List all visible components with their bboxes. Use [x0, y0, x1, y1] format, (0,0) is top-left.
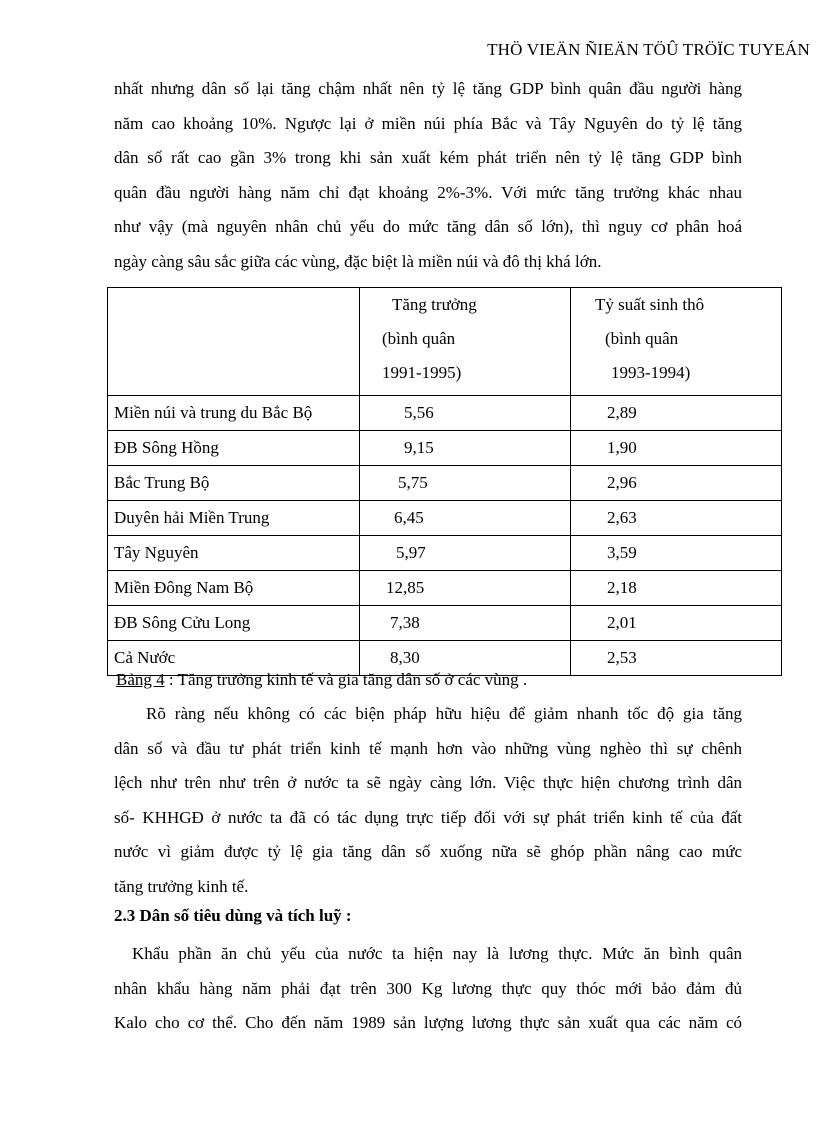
caption-text: : Tăng trưởng kinh tế và gia tăng dân số ở các vùng .: [164, 670, 528, 689]
birth-rate-cell: 2,63: [571, 501, 782, 536]
text-line: Khẩu phần ăn chủ yếu của nước ta hiện nay là lương thực. Mức ăn bình quân: [132, 944, 742, 963]
header-line: 1993-1994): [611, 363, 691, 382]
header-line: Tăng trưởng: [392, 295, 477, 314]
region-cell: Miền Đông Nam Bộ: [108, 571, 360, 606]
page-header: THÖ VIEÄN ÑIEÄN TÖÛ TRÖÏC TUYEÁN: [487, 40, 810, 59]
text-line: quân đầu người hàng năm chỉ đạt khoảng 2%-3%. Với mức tăng trưởng khác nhau: [114, 182, 742, 202]
growth-cell: 6,45: [360, 501, 571, 536]
header-birth-rate: [571, 288, 782, 396]
text-line: dân số rất cao gần 3% trong khi sản xuất kém phát triển nên tỷ lệ tăng GDP bình: [114, 148, 742, 167]
birth-rate-cell: 2,01: [571, 606, 782, 641]
table-caption: [116, 670, 527, 690]
growth-cell: 7,38: [360, 606, 571, 641]
text-line: Rõ ràng nếu không có các biện pháp hữu hiệu để giảm nhanh tốc độ gia tăng: [146, 704, 742, 723]
header-line: 1991-1995): [382, 363, 462, 382]
region-cell: Tây Nguyên: [108, 536, 360, 571]
paragraph-analysis: [114, 697, 742, 904]
header-growth: [360, 288, 571, 396]
region-cell: ĐB Sông Hồng: [108, 431, 360, 466]
region-cell: Miền núi và trung du Bắc Bộ: [108, 396, 360, 431]
table-row: [108, 571, 782, 606]
region-cell: Cả Nước: [108, 641, 360, 676]
regional-growth-table: [107, 287, 782, 676]
table-row: [108, 431, 782, 466]
table-row: [108, 466, 782, 501]
text-line: tăng trưởng kinh tế.: [114, 876, 249, 896]
text-line: nhất nhưng dân số lại tăng chậm nhất nên tỷ lệ tăng GDP bình quân đầu người hàng: [114, 79, 742, 98]
text-line: lệch như trên như trên ở nước ta sẽ ngày càng lớn. Việc thực hiện chương trình dân: [114, 773, 742, 792]
paragraph-intro: [114, 72, 742, 279]
birth-rate-cell: 2,96: [571, 466, 782, 501]
growth-cell: 12,85: [360, 571, 571, 606]
birth-rate-cell: 1,90: [571, 431, 782, 466]
growth-cell: 5,97: [360, 536, 571, 571]
header-line: Tỷ suất sinh thô: [595, 295, 705, 314]
header-line: (bình quân: [605, 329, 679, 348]
growth-cell: 9,15: [360, 431, 571, 466]
caption-label: Bảng 4: [116, 670, 165, 689]
header-line: (bình quân: [382, 329, 456, 348]
text-line: nước vì giảm được tỷ lệ gia tăng dân số xuống nữa sẽ ghóp phần nâng cao mức: [114, 842, 742, 861]
region-cell: Duyên hải Miền Trung: [108, 501, 360, 536]
table-row: [108, 536, 782, 571]
table-row: [108, 396, 782, 431]
table-header-row: [108, 288, 782, 396]
text-line: nhân khẩu hàng năm phải đạt trên 300 Kg lương thực quy thóc mới bảo đảm đủ: [114, 978, 742, 998]
section-heading: 2.3 Dân số tiêu dùng và tích luỹ :: [114, 906, 352, 925]
text-line: năm cao khoảng 10%. Ngược lại ở miền núi phía Bắc và Tây Nguyên do tỷ lệ tăng: [114, 113, 742, 133]
text-line: Kalo cho cơ thể. Cho đến năm 1989 sản lượng lương thực sản xuất qua các năm có: [114, 1013, 742, 1032]
birth-rate-cell: 2,89: [571, 396, 782, 431]
table-row: [108, 501, 782, 536]
growth-cell: 5,56: [360, 396, 571, 431]
growth-cell: 8,30: [360, 641, 571, 676]
paragraph-consumption: [114, 937, 742, 1041]
text-line: như vậy (mà nguyên nhân chủ yếu do mức tăng dân số lớn), thì nguy cơ phân hoá: [114, 217, 742, 236]
text-line: ngày càng sâu sắc giữa các vùng, đặc biệt là miền núi và đô thị khá lớn.: [114, 251, 602, 271]
region-cell: ĐB Sông Cửu Long: [108, 606, 360, 641]
birth-rate-cell: 2,53: [571, 641, 782, 676]
table-row: [108, 606, 782, 641]
text-line: số- KHHGĐ ở nước ta đã có tác dụng trực tiếp đối với sự phát triển kinh tế của đất: [114, 807, 742, 827]
text-line: dân số và đầu tư phát triển kinh tế mạnh hơn vào những vùng nghèo thì sự chênh: [114, 738, 742, 758]
header-empty-cell: [108, 288, 360, 396]
region-cell: Bắc Trung Bộ: [108, 466, 360, 501]
birth-rate-cell: 2,18: [571, 571, 782, 606]
birth-rate-cell: 3,59: [571, 536, 782, 571]
growth-cell: 5,75: [360, 466, 571, 501]
